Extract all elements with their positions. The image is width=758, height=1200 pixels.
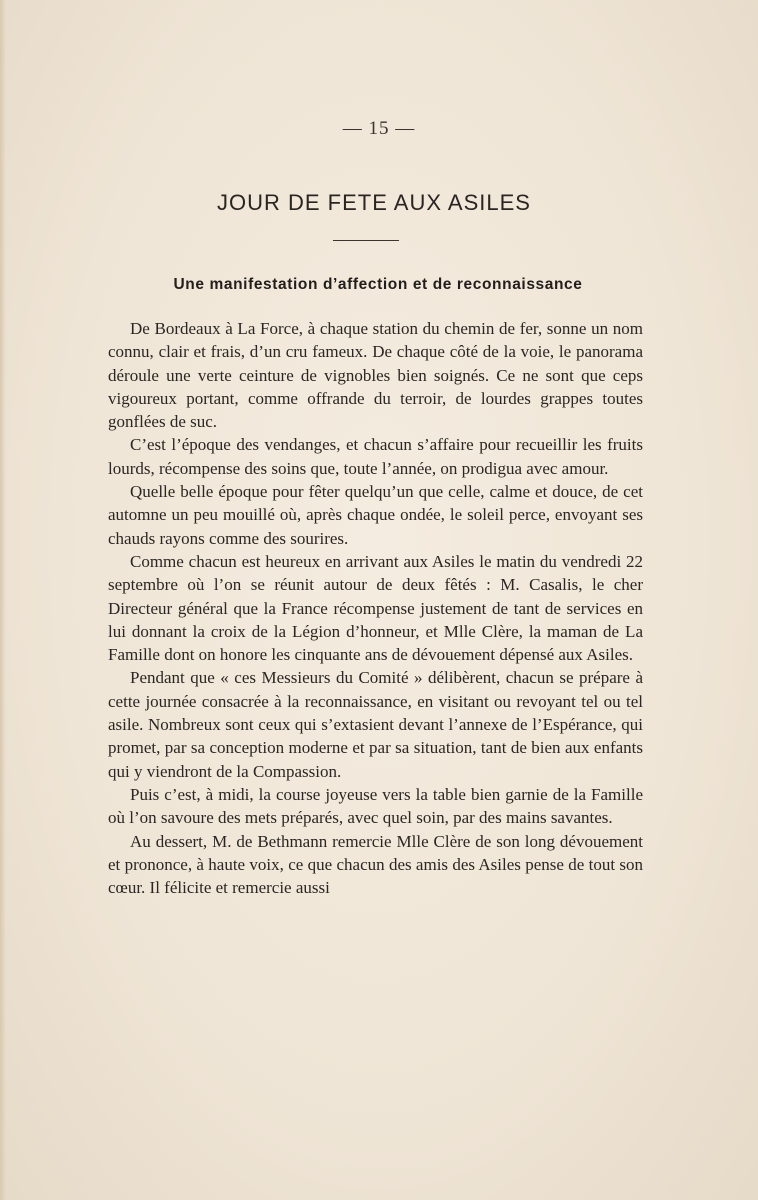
paragraph-1: De Bordeaux à La Force, à chaque station du chemin de fer, sonne un nom connu, clair et frais, d’un cru fameux. De chaque côté de la voie, le panorama déroule une verte ceinture de vignobles bien soignés. Ce ne sont que ceps vigoureux portant, comme offrande du terroir, de lourdes grappes toutes gonflées de suc. — [108, 319, 643, 432]
paragraph-6: Puis c’est, à midi, la course joyeuse vers la table bien garnie de la Famille où l’on savoure des mets préparés, avec quel soin, par des mains savantes. — [108, 784, 643, 828]
paragraph-7: Au dessert, M. de Bethmann remercie Mlle Clère de son long dévouement et prononce, à haute voix, ce que chacun des amis des Asiles pense de tout son cœur. Il félicite et remercie aussi — [108, 831, 643, 898]
paragraph-2: C’est l’époque des vendanges, et chacun s’affaire pour recueillir les fruits lourds, récompense des soins que, toute l’année, on prodigua avec amour. — [108, 435, 643, 478]
paragraph-3: Quelle belle époque pour fêter quelqu’un que celle, calme et douce, de cet automne un peu mouillé où, après chaque ondée, le soleil perce, envoyant ses chauds rayons comme des sourires. — [108, 482, 643, 548]
article-body — [108, 317, 643, 899]
article-title: JOUR DE FETE AUX ASILES — [217, 190, 531, 215]
page-number: — 15 — — [342, 118, 416, 139]
paragraph-5: Pendant que « ces Messieurs du Comité » délibèrent, chacun se prépare à cette journée consacrée à la reconnaissance, en visitant ou revoyant tel ou tel asile. Nombreux sont ceux qui s’extasient devant l’annexe de l’Espérance, qui promet, par sa conception moderne et par sa situation, tant de bien aux enfants qui y viendront de la Compassion. — [108, 668, 643, 781]
page-edge-shadow — [0, 0, 6, 1200]
paragraph-4: Comme chacun est heureux en arrivant aux Asiles le matin du vendredi 22 septembre où l’on se réunit autour de deux fêtés : M. Casalis, le cher Directeur général que la France récompense justement de tant de services en lui donnant la croix de la Légion d’honneur, et Mlle Clère, la maman de La Famille dont on honore les cinquante ans de dévouement dépensé aux Asiles. — [108, 551, 643, 665]
article-subtitle: Une manifestation d’affection et de reconnaissance — [173, 276, 583, 293]
title-divider — [333, 240, 399, 241]
